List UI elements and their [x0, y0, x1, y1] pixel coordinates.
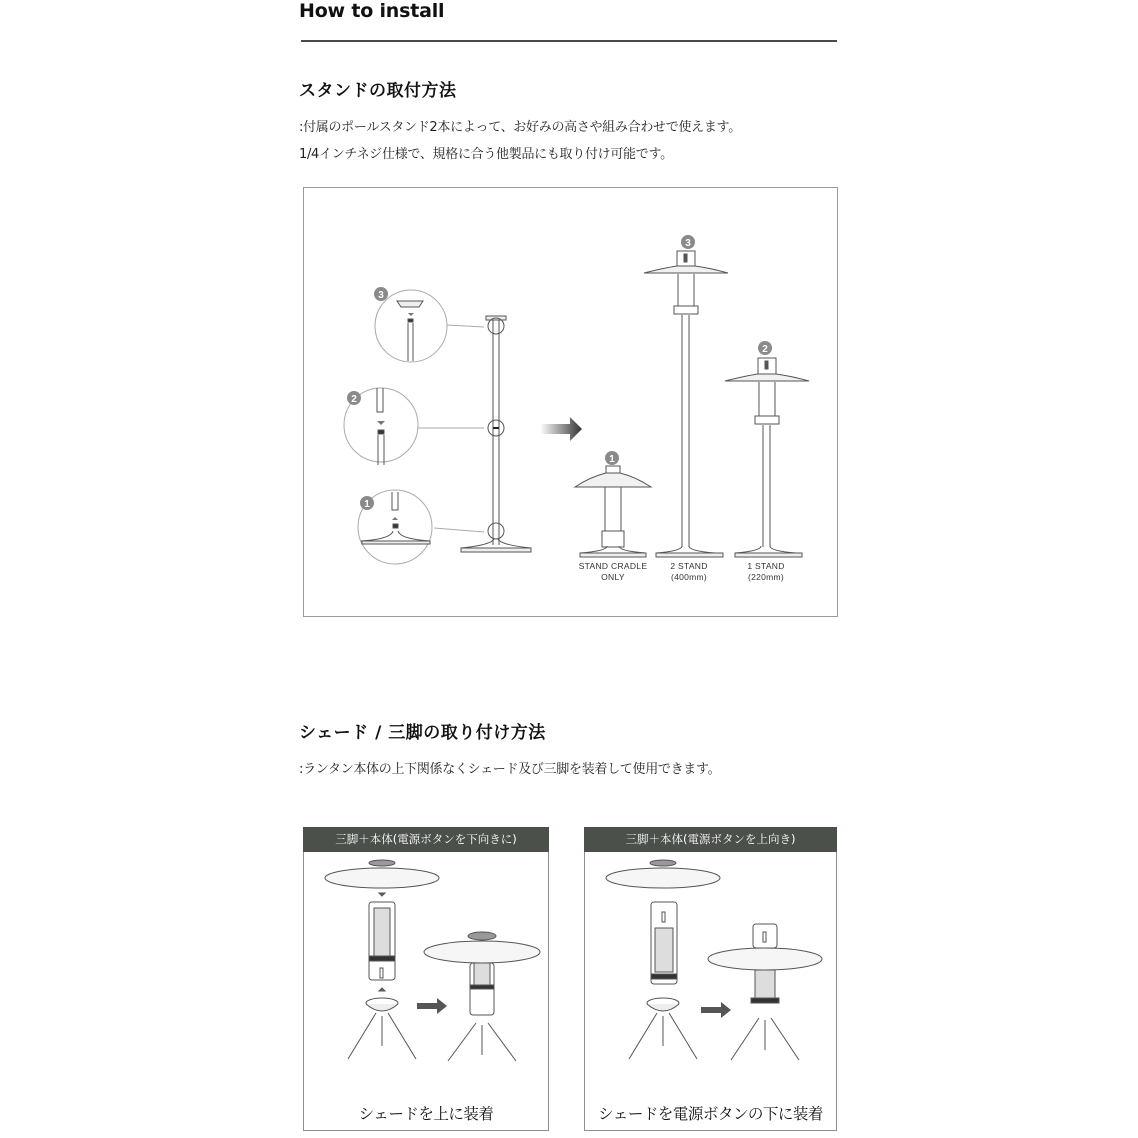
stand-description-line-2: 1/4インチネジ仕様で、規格に合う他製品にも取り付け可能です。	[299, 147, 673, 162]
config-label-2-stand: 2 STAND (400mm)	[670, 561, 708, 582]
page-title: How to install	[299, 0, 445, 22]
svg-text:3: 3	[378, 290, 384, 301]
panel-header: 三脚＋本体(電源ボタンを上向き)	[584, 827, 837, 852]
svg-text:1: 1	[609, 454, 615, 465]
stand-installation-figure	[303, 187, 838, 617]
title-divider	[301, 40, 837, 42]
svg-text:2: 2	[351, 394, 357, 405]
shade-description: :ランタン本体の上下関係なくシェード及び三脚を装着して使用できます。	[299, 762, 721, 777]
svg-text:1: 1	[364, 499, 370, 510]
config-label-1-stand: 1 STAND (220mm)	[747, 561, 785, 582]
shade-section-title: シェード / 三脚の取り付け方法	[299, 723, 546, 743]
stand-diagram-illustration	[304, 188, 837, 616]
arrow-right-icon	[417, 998, 447, 1014]
panel-power-up	[584, 827, 837, 1131]
panel-caption: シェードを電源ボタンの下に装着	[598, 1105, 823, 1123]
panel-power-down	[303, 827, 549, 1131]
lantern-shade-down-illustration	[304, 828, 548, 1130]
stand-description-line-1: :付属のポールスタンド2本によって、お好みの高さや組み合わせで使えます。	[299, 120, 741, 135]
arrow-right-icon	[540, 417, 582, 441]
svg-text:3: 3	[685, 238, 691, 249]
panel-header: 三脚＋本体(電源ボタンを下向きに)	[303, 827, 549, 852]
config-label-cradle: STAND CRADLE ONLY	[578, 561, 648, 582]
lantern-shade-up-illustration	[585, 828, 836, 1130]
panel-caption: シェードを上に装着	[358, 1105, 494, 1123]
svg-text:2: 2	[762, 344, 768, 355]
arrow-right-icon	[701, 1002, 731, 1018]
stand-section-title: スタンドの取付方法	[299, 81, 457, 101]
